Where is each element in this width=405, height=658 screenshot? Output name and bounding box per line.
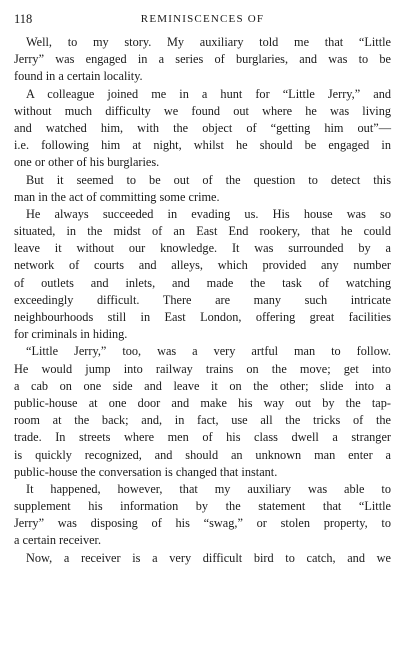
text-line: But it seemed to be out of the question to detect this <box>26 172 391 187</box>
text-line: Well, to my story. My auxiliary told me that “Little <box>26 35 391 49</box>
text-line: one or other of his burglaries. <box>14 155 160 170</box>
text-line: is quickly recognized, and should an unknown man enter a <box>14 447 391 462</box>
text-line: It happened, however, that my auxiliary was able to <box>26 481 391 496</box>
text-line: public-house at one door and make his way out by the tap- <box>14 395 391 410</box>
text-line: man in the act of committing some crime. <box>14 189 220 204</box>
text-line: of outlets and inlets, and made the task of watching <box>14 275 391 290</box>
text-line: public-house the conversation is changed that instant. <box>14 464 278 479</box>
text-line: “Little Jerry,” too, was a very artful man to follow. <box>26 344 391 359</box>
text-line: without much difficulty we found out where he was living <box>14 103 391 118</box>
text-line: room at the back; and, in fact, use all the tricks of the <box>14 413 391 428</box>
text-line: A colleague joined me in a hunt for “Little Jerry,” and <box>26 86 391 101</box>
text-line: leave it without our knowledge. It was surrounded by a <box>14 241 391 256</box>
text-line: He would jump into railway trains on the move; get into <box>14 361 391 376</box>
text-line: situated, in the midst of an East End rookery, that he could <box>14 224 391 239</box>
text-line: a cab on one side and leave it on the other; slide into a <box>14 378 391 393</box>
text-line: supplement his information by the statement that “Little <box>14 499 391 514</box>
text-line: Jerry” was disposing of his “swag,” or stolen property, to <box>14 516 391 531</box>
text-line: for criminals in hiding. <box>14 327 128 342</box>
page-number: 118 <box>14 12 33 26</box>
running-head <box>14 11 391 27</box>
text-line: and watched him, with the object of “getting him out”— <box>14 120 391 135</box>
text-line: found in a certain locality. <box>14 69 143 84</box>
text-line: neighbourhoods still in East London, offering great facilities <box>14 310 391 324</box>
text-line: Jerry” was engaged in a series of burglaries, and was to be <box>14 52 391 67</box>
text-line: Now, a receiver is a very difficult bird to catch, and we <box>26 550 391 565</box>
body-text <box>14 34 391 567</box>
text-line: exceedingly difficult. There are many such intricate <box>14 292 391 307</box>
running-title: REMINISCENCES OF <box>140 13 265 25</box>
text-line: He always succeeded in evading us. His house was so <box>26 206 391 221</box>
text-line: network of courts and alleys, which provided any number <box>14 258 391 273</box>
text-line: i.e. following him at night, whilst he should be engaged in <box>14 138 391 153</box>
text-line: a certain receiver. <box>14 533 102 548</box>
text-line: trade. In streets where men of his class dwell a stranger <box>14 430 391 445</box>
